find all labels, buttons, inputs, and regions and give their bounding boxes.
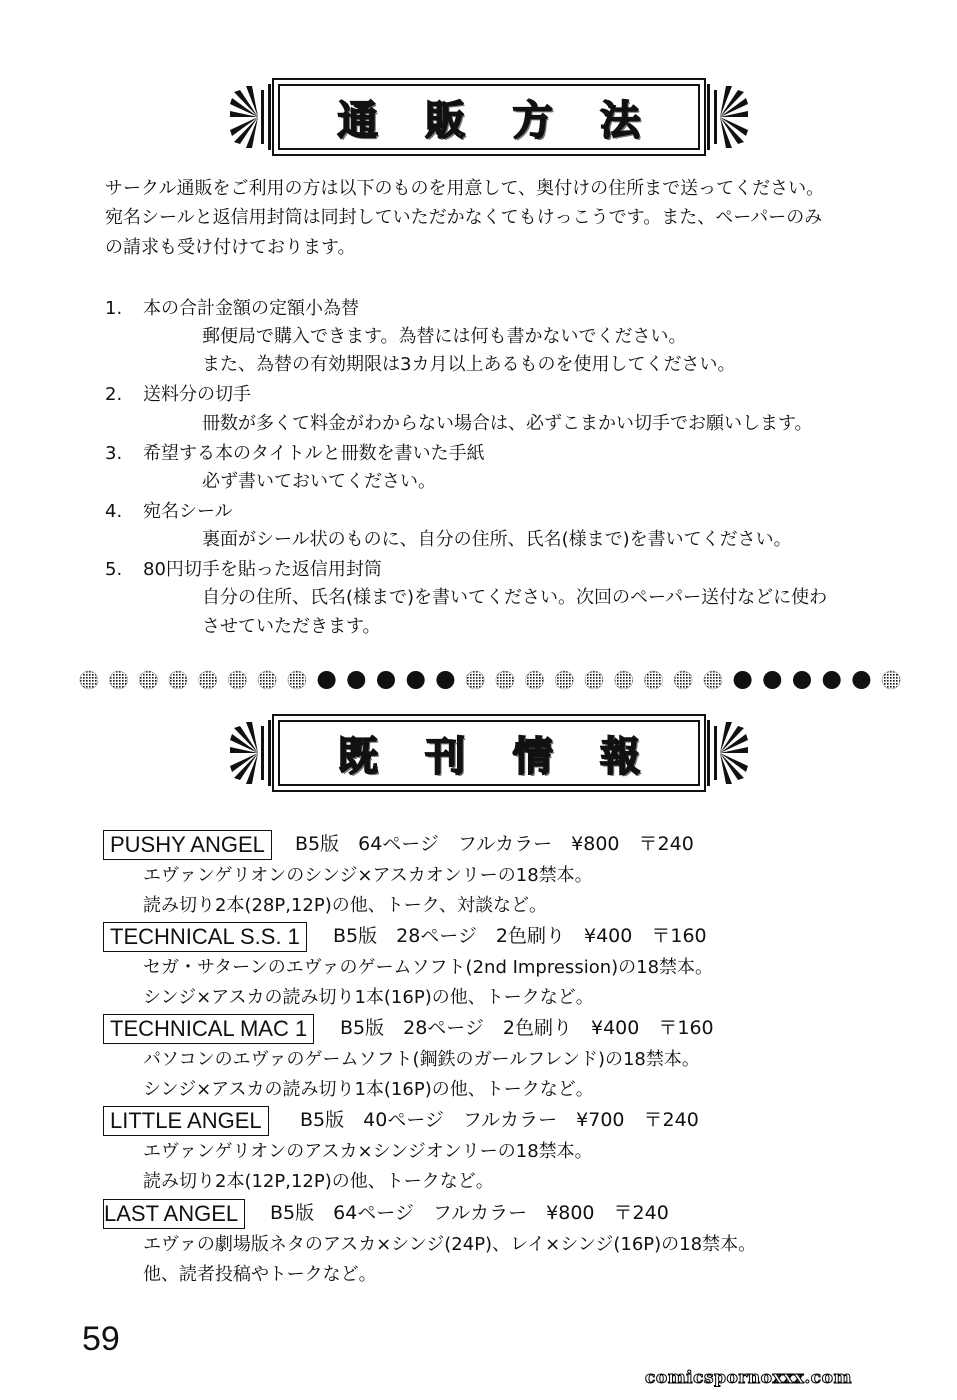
divider-dot: [496, 671, 514, 689]
divider-dot: [110, 671, 128, 689]
list-item-title: 本の合計金額の定額小為替: [143, 298, 359, 319]
divider-dot: [288, 671, 306, 689]
divider-dot: [734, 671, 752, 689]
divider-dot: [228, 671, 246, 689]
fan-ornament-icon: [702, 718, 748, 788]
divider-dot: [436, 671, 454, 689]
list-item-title: 送料分の切手: [143, 384, 251, 405]
divider-dot: [704, 671, 722, 689]
list-item-detail: させていただきます。: [202, 616, 381, 637]
list-item-detail: 自分の住所、氏名(様まで)を書いてください。次回のペーパー送付などに使わ: [202, 587, 828, 608]
heading-char: 報: [600, 733, 641, 780]
work-title: TECHNICAL MAC 1: [103, 1014, 314, 1044]
list-number: 1.: [105, 298, 123, 319]
work-meta: B5版 28ページ 2色刷り ¥400 〒160: [340, 1017, 714, 1039]
work-desc: セガ・サターンのエヴァのゲームソフト(2nd Impression)の18禁本。: [143, 957, 714, 978]
work-title: LITTLE ANGEL: [103, 1106, 269, 1136]
heading-char: 方: [512, 97, 553, 144]
divider-dot: [466, 671, 484, 689]
list-item-detail: 郵便局で購入できます。為替には何も書かないでください。: [202, 326, 687, 347]
work-meta: B5版 64ページ フルカラー ¥800 〒240: [295, 833, 694, 855]
divider-dot: [585, 671, 603, 689]
work-desc: エヴァの劇場版ネタのアスカ×シンジ(24P)、レイ×シンジ(16P)の18禁本。: [143, 1234, 757, 1255]
list-item-title: 80円切手を貼った返信用封筒: [143, 559, 382, 580]
fan-ornament-icon: [230, 718, 276, 788]
divider-dot: [555, 671, 573, 689]
page-number: 59: [82, 1320, 120, 1358]
section-header-mail-order: [230, 78, 748, 156]
divider-dot: [823, 671, 841, 689]
heading-box: [272, 78, 706, 156]
divider-dot: [793, 671, 811, 689]
list-item-title: 宛名シール: [143, 501, 233, 522]
work-title: PUSHY ANGEL: [103, 830, 272, 860]
work-desc: 読み切り2本(28P,12P)の他、トーク、対談など。: [143, 895, 548, 916]
list-item-detail: 必ず書いておいてください。: [202, 471, 436, 492]
work-desc: 他、読者投稿やトークなど。: [143, 1264, 377, 1285]
list-item-detail: 裏面がシール状のものに、自分の住所、氏名(様まで)を書いてください。: [202, 529, 792, 550]
divider-dot: [407, 671, 425, 689]
heading-char: 既: [337, 733, 378, 780]
work-title: LAST ANGEL: [103, 1199, 245, 1229]
dotted-divider: [74, 668, 906, 692]
divider-dot: [644, 671, 662, 689]
divider-dot: [377, 671, 395, 689]
work-meta: B5版 40ページ フルカラー ¥700 〒240: [300, 1109, 699, 1131]
heading-char: 通: [337, 97, 378, 144]
divider-dot: [763, 671, 781, 689]
heading-char: 刊: [425, 733, 466, 780]
divider-dot: [526, 671, 544, 689]
heading-char: 情: [512, 733, 553, 780]
list-item-title: 希望する本のタイトルと冊数を書いた手紙: [143, 443, 485, 464]
divider-dot: [258, 671, 276, 689]
fan-ornament-icon: [230, 82, 276, 152]
work-meta: B5版 64ページ フルカラー ¥800 〒240: [270, 1202, 669, 1224]
list-number: 3.: [105, 443, 123, 464]
work-desc: エヴァンゲリオンのシンジ×アスカオンリーの18禁本。: [143, 865, 593, 886]
list-number: 5.: [105, 559, 123, 580]
list-number: 2.: [105, 384, 123, 405]
work-meta: B5版 28ページ 2色刷り ¥400 〒160: [333, 925, 707, 947]
intro-line: サークル通販をご利用の方は以下のものを用意して、奥付けの住所まで送ってください。: [105, 178, 825, 199]
work-desc: シンジ×アスカの読み切り1本(16P)の他、トークなど。: [143, 1079, 594, 1100]
divider-dot: [169, 671, 187, 689]
divider-dot: [199, 671, 217, 689]
list-item-detail: 冊数が多くて料金がわからない場合は、必ずこまかい切手でお願いします。: [202, 413, 813, 434]
divider-dot: [674, 671, 692, 689]
divider-dot: [347, 671, 365, 689]
section-header-back-issues: [230, 714, 748, 792]
divider-dot: [80, 671, 98, 689]
divider-dot: [318, 671, 336, 689]
work-title: TECHNICAL S.S. 1: [103, 922, 307, 952]
list-item-detail: また、為替の有効期限は3カ月以上あるものを使用してください。: [202, 354, 736, 375]
divider-dot: [615, 671, 633, 689]
divider-dot: [852, 671, 870, 689]
fan-ornament-icon: [702, 82, 748, 152]
work-desc: シンジ×アスカの読み切り1本(16P)の他、トークなど。: [143, 987, 594, 1008]
intro-line: の請求も受け付けております。: [105, 237, 356, 258]
list-number: 4.: [105, 501, 123, 522]
heading-char: 販: [425, 97, 466, 144]
intro-line: 宛名シールと返信用封筒は同封していただかなくてもけっこうです。また、ペーパーのみ: [105, 207, 823, 228]
work-desc: 読み切り2本(12P,12P)の他、トークなど。: [143, 1171, 494, 1192]
divider-dot: [882, 671, 900, 689]
work-desc: パソコンのエヴァのゲームソフト(鋼鉄のガールフレンド)の18禁本。: [143, 1049, 700, 1070]
heading-char: 法: [600, 97, 641, 144]
work-desc: エヴァンゲリオンのアスカ×シンジオンリーの18禁本。: [143, 1141, 593, 1162]
divider-dot: [139, 671, 157, 689]
watermark: comicspornoxxx.com: [645, 1368, 852, 1388]
heading-box: [272, 714, 706, 792]
